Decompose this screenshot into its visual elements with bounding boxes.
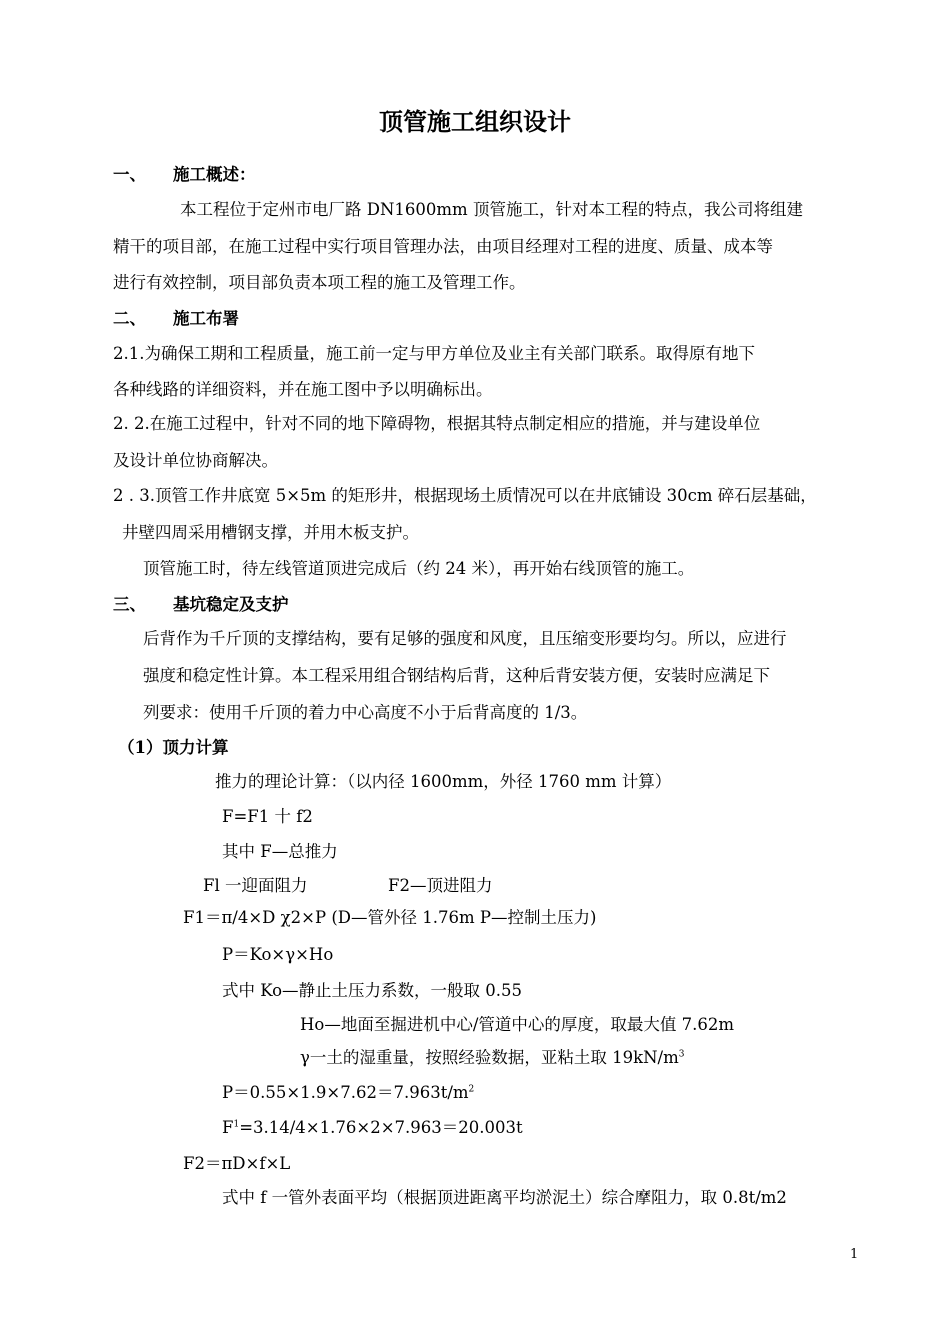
s2-item-2-3-line: 井壁四周采用槽钢支撑，并用木板支护。 (122, 523, 419, 542)
superscript: 3 (678, 1049, 685, 1060)
s1-paragraph-line: 精干的项目部，在施工过程中实行项目管理办法，由项目经理对工程的进度、质量、成本等 (113, 237, 773, 256)
calc-formula: F=F1 十 f2 (222, 807, 313, 826)
s2-note-line: 顶管施工时，待左线管道顶进完成后（约 24 米），再开始右线顶管的施工。 (143, 559, 695, 578)
s2-item-2-1-line: 2.1.为确保工期和工程质量，施工前一定与甲方单位及业主有关部门联系。取得原有地下 (113, 344, 755, 363)
calc-line: Ho—地面至掘进机中心/管道中心的厚度，取最大值 7.62m (300, 1015, 735, 1034)
section-2-heading (113, 308, 239, 330)
s2-item-2-2-line: 2. 2.在施工过程中，针对不同的地下障碍物，根据其特点制定相应的措施，并与建设单位 (113, 414, 761, 433)
calc-line: 推力的理论计算：（以内径 1600mm，外径 1760 mm 计算） (215, 772, 672, 791)
s1-paragraph-line: 本工程位于定州市电厂路 DN1600mm 顶管施工，针对本工程的特点，我公司将组建 (180, 200, 803, 219)
calc-line-f1: Fl 一迎面阻力 (203, 876, 308, 895)
section-1-heading (113, 164, 256, 186)
section-3-heading (113, 594, 289, 616)
superscript: 2 (468, 1084, 475, 1095)
page-title: 顶管施工组织设计 (379, 107, 571, 136)
calc-line: 其中 F—总推力 (222, 842, 338, 861)
calc-formula: F1＝π/4×D χ2×P (D—管外径 1.76m P—控制土压力) (183, 908, 597, 927)
s2-item-2-1-line: 各种线路的详细资料，并在施工图中予以明确标出。 (113, 380, 493, 399)
calc-text: =3.14/4×1.76×2×7.963＝20.003t (239, 1118, 523, 1137)
section-2-number: 二、 (113, 309, 146, 328)
superscript: 1 (233, 1119, 240, 1130)
section-3-number: 三、 (113, 595, 146, 614)
calc-line: 式中 f 一管外表面平均（根据顶进距离平均淤泥土）综合摩阻力，取 0.8t/m2 (222, 1188, 787, 1207)
s3-paragraph-line: 强度和稳定性计算。本工程采用组合钢结构后背，这种后背安装方便，安装时应满足下 (143, 666, 770, 685)
section-2-title: 施工布署 (173, 309, 239, 328)
calc-formula (222, 1117, 523, 1139)
page-number: 1 (850, 1247, 859, 1262)
calc-text: F (222, 1118, 234, 1137)
calc-formula: F2＝πD×f×L (183, 1154, 291, 1173)
section-3-title: 基坑稳定及支护 (173, 595, 289, 614)
s2-item-2-2-line: 及设计单位协商解决。 (113, 451, 278, 470)
s3-paragraph-line: 列要求：使用千斤顶的着力中心高度不小于后背高度的 1/3。 (143, 703, 588, 722)
section-1-title: 施工概述： (173, 165, 256, 184)
calc-formula: P＝Ko×γ×Ho (222, 945, 334, 964)
calc-line-f2: F2—顶进阻力 (388, 876, 493, 895)
calc-text: P＝0.55×1.9×7.62＝7.963t/m (222, 1083, 469, 1102)
calc-formula (222, 1082, 474, 1104)
calc-line: 式中 Ko—静止土压力系数，一般取 0.55 (222, 981, 523, 1000)
calc-heading: （1）顶力计算 (118, 738, 229, 757)
s2-item-2-3-line: 2 . 3.顶管工作井底宽 5×5m 的矩形井，根据现场土质情况可以在井底铺设 30cm 碎石层基础， (113, 486, 817, 505)
s3-paragraph-line: 后背作为千斤顶的支撑结构，要有足够的强度和风度，且压缩变形要均匀。所以，应进行 (143, 629, 787, 648)
calc-text: γ一土的湿重量，按照经验数据，亚粘土取 19kN/m (300, 1048, 679, 1067)
s1-paragraph-line: 进行有效控制，项目部负责本项工程的施工及管理工作。 (113, 273, 526, 292)
calc-line (300, 1047, 684, 1069)
section-1-number: 一、 (113, 165, 146, 184)
